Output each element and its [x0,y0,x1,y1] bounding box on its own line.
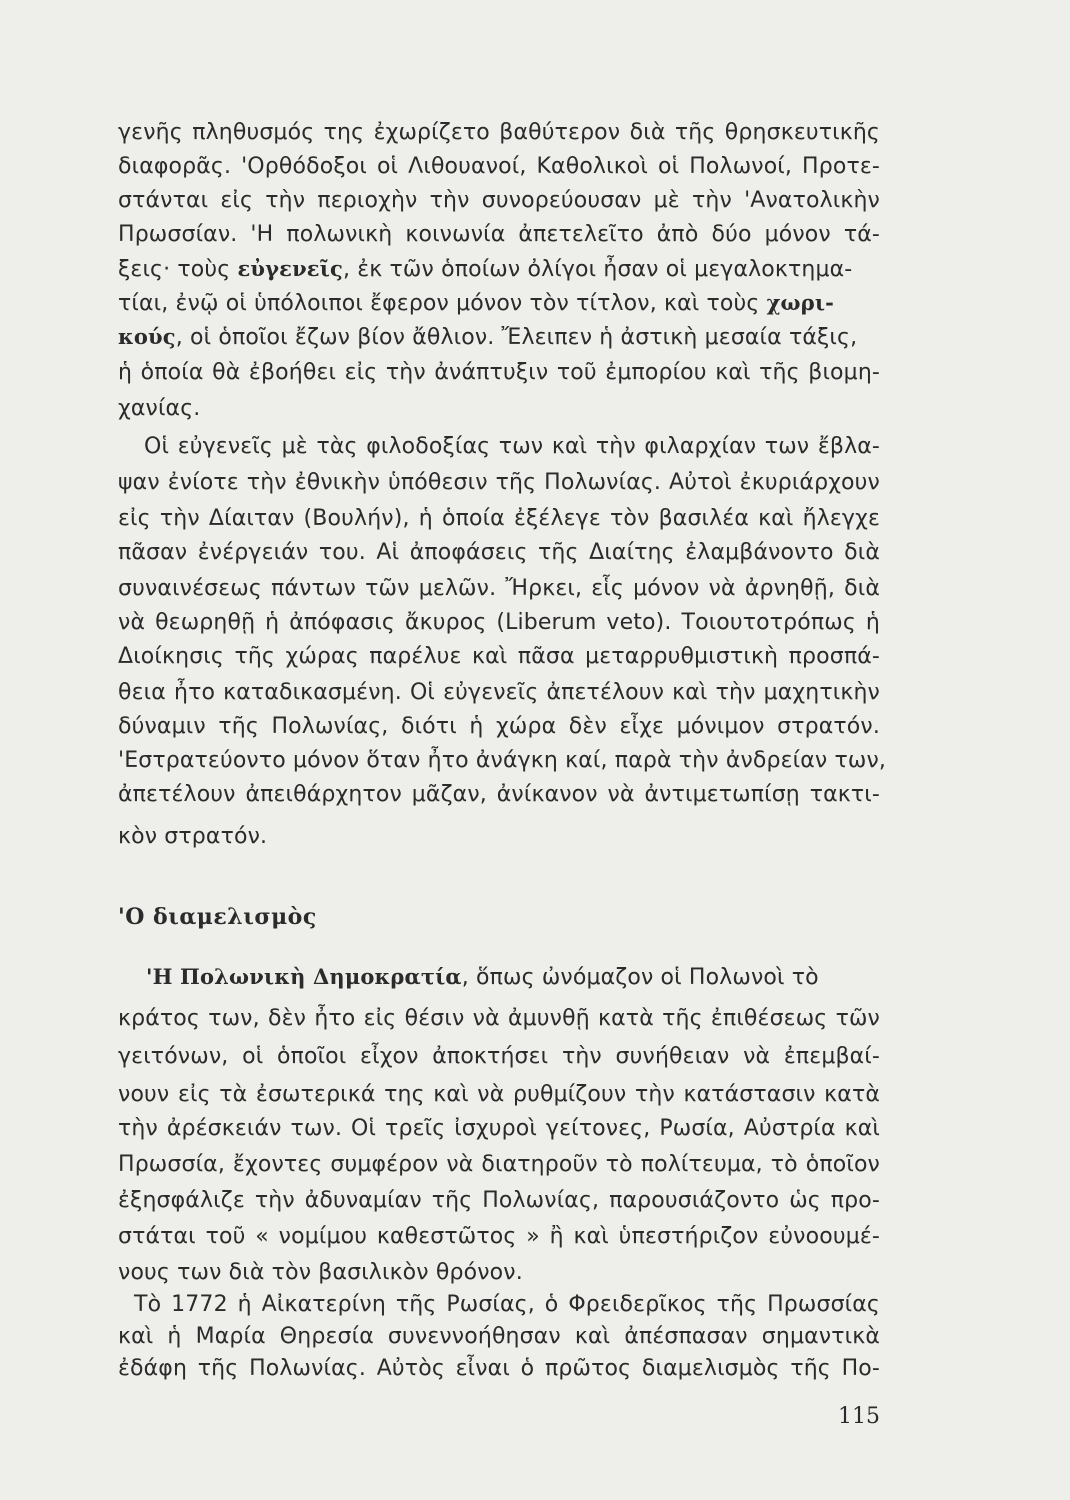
text-line: πᾶσαν ἐνέργειάν του. Αἱ ἀποφάσεις τῆς Διαίτης ἐλαμβάνοντο διὰ [118,540,880,565]
text-line: ἐδάφη τῆς Πολωνίας. Αὐτὸς εἶναι ὁ πρῶτος διαμελισμὸς τῆς Πο- [118,1356,880,1381]
text-line: νουν εἰς τὰ ἐσωτερικά της καὶ νὰ ρυθμίζουν τὴν κατάστασιν κατὰ [118,1082,880,1107]
text-line: Πρωσσία, ἔχοντες συμφέρον νὰ διατηροῦν τὸ πολίτευμα, τὸ ὁποῖον [118,1152,880,1177]
line-fragment: τίαι, ἐνῷ οἱ ὑπόλοιποι ἔφερον μόνον τὸν τίτλον, καὶ τοὺς [118,291,767,316]
text-line [118,254,880,285]
text-line: διαφορᾶς. 'Ορθόδοξοι οἱ Λιθουανοί, Καθολικοὶ οἱ Πολωνοί, Προτε- [118,154,880,179]
bold-term-choriko-part2: κούς [118,324,176,349]
text-line: Πρωσσίαν. 'Η πολωνικὴ κοινωνία ἀπετελεῖτο ἀπὸ δύο μόνον τά- [118,222,880,247]
text-line: 'Εστρατεύοντο μόνον ὅταν ἦτο ἀνάγκη καί, παρὰ τὴν ἀνδρείαν των, [118,748,887,773]
page-number: 115 [838,1404,880,1429]
text-line: γενῆς πληθυσμός της ἐχωρίζετο βαθύτερον διὰ τῆς θρησκευτικῆς [118,120,880,145]
text-line: ἡ ὁποία θὰ ἐβοήθει εἰς τὴν ἀνάπτυξιν τοῦ ἐμπορίου καὶ τῆς βιομη- [118,360,880,385]
text-line [146,962,880,993]
text-line: στάνται εἰς τὴν περιοχὴν τὴν συνορεύουσαν μὲ τὴν 'Ανατολικὴν [118,188,880,213]
text-line: ἐξησφάλιζε τὴν ἀδυναμίαν τῆς Πολωνίας, παρουσιάζοντο ὡς προ- [118,1188,880,1213]
line-fragment: ξεις· τοὺς [118,257,238,282]
text-line: στάται τοῦ « νομίμου καθεστῶτος » ἢ καὶ ὑπεστήριζον εὐνοουμέ- [118,1224,880,1249]
bold-term-eugeneis: εὐγενεῖς [237,256,343,281]
bold-term-polish-republic: 'Η Πολωνικὴ Δημοκρατία [146,964,462,989]
text-line: νὰ θεωρηθῇ ἡ ἀπόφασις ἄκυρος (Liberum veto). Τοιουτοτρόπως ἡ [118,610,880,635]
section-heading: 'Ο διαμελισμὸς [118,904,317,930]
text-line: γειτόνων, οἱ ὁποῖοι εἶχον ἀποκτήσει τὴν συνήθειαν νὰ ἐπεμβαί- [118,1044,880,1069]
text-line: κράτος των, δὲν ἦτο εἰς θέσιν νὰ ἀμυνθῇ κατὰ τῆς ἐπιθέσεως τῶν [118,1006,880,1031]
text-line: Τὸ 1772 ἡ Αἰκατερίνη τῆς Ρωσίας, ὁ Φρειδερῖκος τῆς Πρωσσίας [134,1292,880,1317]
text-line: Οἱ εὐγενεῖς μὲ τὰς φιλοδοξίας των καὶ τὴν φιλαρχίαν των ἔβλα- [144,434,880,459]
text-line: εἰς τὴν Δίαιταν (Βουλήν), ἡ ὁποία ἐξέλεγε τὸν βασιλέα καὶ ἤλεγχε [118,506,880,531]
bold-term-choriko-part1: χωρι- [766,290,834,315]
text-line: δύναμιν τῆς Πολωνίας, διότι ἡ χώρα δὲν εἶχε μόνιμον στρατόν. [118,714,880,739]
text-line: τὴν ἀρέσκειάν των. Οἱ τρεῖς ἰσχυροὶ γείτονες, Ρωσία, Αὐστρία καὶ [118,1116,880,1141]
text-line: θεια ἦτο καταδικασμένη. Οἱ εὐγενεῖς ἀπετέλουν καὶ τὴν μαχητικὴν [118,680,880,705]
line-fragment: , ὅπως ὠνόμαζον οἱ Πολωνοὶ τὸ [461,965,819,990]
text-line: κὸν στρατόν. [118,824,268,849]
text-line: Διοίκησις τῆς χώρας παρέλυε καὶ πᾶσα μεταρρυθμιστικὴ προσπά- [118,644,880,669]
text-line: νους των διὰ τὸν βασιλικὸν θρόνον. [118,1260,523,1285]
text-line [118,322,880,353]
text-line: ψαν ἐνίοτε τὴν ἐθνικὴν ὑπόθεσιν τῆς Πολωνίας. Αὐτοὶ ἐκυριάρχουν [118,470,880,495]
text-line: καὶ ἡ Μαρία Θηρεσία συνεννοήθησαν καὶ ἀπέσπασαν σημαντικὰ [118,1324,880,1349]
line-fragment: , ἐκ τῶν ὁποίων ὀλίγοι ἦσαν οἱ μεγαλοκτημα- [342,257,853,282]
line-fragment: , οἱ ὁποῖοι ἔζων βίον ἄθλιον. Ἔλειπεν ἡ ἀστικὴ μεσαία τάξις, [175,325,858,350]
text-line [118,288,880,319]
text-line: χανίας. [118,396,201,421]
text-line: ἀπετέλουν ἀπειθάρχητον μᾶζαν, ἀνίκανον νὰ ἀντιμετωπίσῃ τακτι- [118,782,880,807]
text-line: συναινέσεως πάντων τῶν μελῶν. Ἤρκει, εἷς μόνον νὰ ἀρνηθῇ, διὰ [118,576,880,601]
